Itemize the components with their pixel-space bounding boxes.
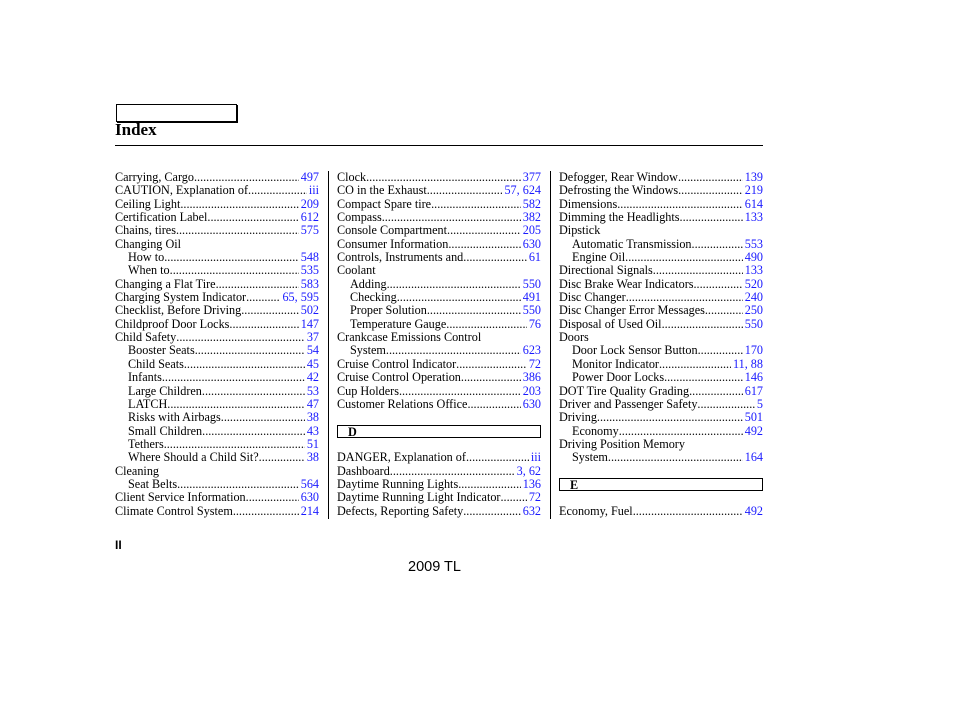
entry-label: System xyxy=(350,343,386,358)
index-entry xyxy=(337,238,541,251)
leader-dots xyxy=(463,505,520,518)
page-link[interactable]: 582 xyxy=(522,196,541,211)
leader-dots xyxy=(597,411,743,424)
index-entry xyxy=(115,411,319,424)
entry-label: Dimensions xyxy=(559,196,618,211)
entry-label: Console Compartment xyxy=(337,223,448,238)
heading-label: Driving Position Memory xyxy=(559,436,685,451)
entry-label: Clock xyxy=(337,170,367,184)
leader-dots xyxy=(463,251,527,264)
index-entry xyxy=(337,371,541,384)
leader-dots xyxy=(202,385,305,398)
leader-dots xyxy=(246,291,280,304)
entry-label: Daytime Running Light Indicator xyxy=(337,490,501,505)
leader-dots xyxy=(626,291,743,304)
column-divider-2 xyxy=(550,171,551,519)
leader-dots xyxy=(177,478,299,491)
leader-dots xyxy=(194,171,299,184)
page-link[interactable]: 553 xyxy=(744,236,763,251)
index-entry xyxy=(115,438,319,451)
index-entry xyxy=(337,171,541,184)
index-column-3 xyxy=(559,171,763,518)
entry-label: Chains, tires xyxy=(115,223,176,238)
leader-dots xyxy=(692,238,743,251)
entry-label: Where Should a Child Sit? xyxy=(128,450,259,465)
leader-dots xyxy=(366,171,521,184)
heading-label: Changing Oil xyxy=(115,236,182,251)
page-link[interactable]: 497 xyxy=(300,170,319,184)
leader-dots xyxy=(241,304,298,317)
page-link[interactable]: 386 xyxy=(522,370,541,385)
page-link[interactable]: 630 xyxy=(522,236,541,251)
index-entry xyxy=(115,344,319,357)
page-link[interactable]: 535 xyxy=(300,263,319,278)
page-link[interactable]: 490 xyxy=(744,250,763,265)
page-link[interactable]: 146 xyxy=(744,370,763,385)
entry-label: Large Children xyxy=(128,383,202,398)
leader-dots xyxy=(229,318,298,331)
page-link[interactable]: 214 xyxy=(300,503,319,518)
leader-dots xyxy=(446,318,527,331)
page-link[interactable]: 550 xyxy=(522,303,541,318)
leader-dots xyxy=(390,465,515,478)
page-link[interactable]: 250 xyxy=(744,303,763,318)
index-entry xyxy=(115,358,319,371)
index-entry xyxy=(115,264,319,277)
entry-label: Defects, Reporting Safety xyxy=(337,503,464,518)
leader-dots xyxy=(233,505,299,518)
index-entry xyxy=(115,291,319,304)
index-entry xyxy=(337,358,541,371)
entry-label: Carrying, Cargo xyxy=(115,170,194,184)
index-entry xyxy=(559,505,763,518)
page-title: Index xyxy=(115,120,157,139)
index-entry xyxy=(115,211,319,224)
leader-dots xyxy=(678,184,743,197)
entry-label: Tethers xyxy=(128,436,164,451)
entry-label: Infants xyxy=(128,370,162,385)
index-entry xyxy=(559,171,763,184)
leader-dots xyxy=(259,451,305,464)
page-link[interactable]: 38 xyxy=(306,450,319,465)
index-entry xyxy=(115,278,319,291)
entry-label: Controls, Instruments and xyxy=(337,250,464,265)
leader-dots xyxy=(427,184,503,197)
index-entry xyxy=(337,318,541,331)
index-entry xyxy=(559,304,763,317)
page-link[interactable]: 54 xyxy=(306,343,319,358)
page-link[interactable]: 219 xyxy=(744,183,763,198)
index-entry xyxy=(337,491,541,504)
leader-dots xyxy=(680,211,743,224)
entry-label: Seat Belts xyxy=(128,476,178,491)
index-entry xyxy=(115,491,319,504)
entry-label: Power Door Locks xyxy=(572,370,665,385)
leader-dots xyxy=(466,451,529,464)
page-link[interactable]: 492 xyxy=(744,503,763,518)
page-link[interactable]: 209 xyxy=(300,196,319,211)
page-link[interactable]: 492 xyxy=(744,423,763,438)
page-link[interactable]: 203 xyxy=(522,383,541,398)
index-heading xyxy=(115,238,319,251)
entry-label: When to xyxy=(128,263,170,278)
index-entry xyxy=(559,264,763,277)
index-entry xyxy=(559,211,763,224)
leader-dots xyxy=(705,304,743,317)
section-letter: E xyxy=(559,478,763,491)
entry-label: Climate Control System xyxy=(115,503,233,518)
entry-label: Dimming the Headlights xyxy=(559,210,680,225)
page-link[interactable]: 548 xyxy=(300,250,319,265)
entry-label: Child Seats xyxy=(128,356,184,371)
leader-dots xyxy=(399,385,521,398)
page-link[interactable]: 614 xyxy=(744,196,763,211)
leader-dots xyxy=(184,358,305,371)
heading-label: Cleaning xyxy=(115,463,160,478)
page-link[interactable]: 550 xyxy=(744,316,763,331)
page-link[interactable]: 575 xyxy=(300,223,319,238)
leader-dots xyxy=(678,171,743,184)
entry-label: Compass xyxy=(337,210,382,225)
page-link[interactable]: 630 xyxy=(522,396,541,411)
leader-dots xyxy=(202,425,305,438)
leader-dots xyxy=(427,304,521,317)
entry-label: Directional Signals xyxy=(559,263,653,278)
entry-label: Driving xyxy=(559,410,597,425)
index-column-1 xyxy=(115,171,319,518)
page-link[interactable]: 501 xyxy=(744,410,763,425)
leader-dots xyxy=(664,371,743,384)
index-entry xyxy=(337,451,541,464)
index-entry xyxy=(115,398,319,411)
index-entry xyxy=(337,505,541,518)
page-link[interactable]: 377 xyxy=(522,170,541,184)
index-entry xyxy=(115,505,319,518)
index-entry xyxy=(337,184,541,197)
heading-label: Doors xyxy=(559,330,589,345)
page-link[interactable]: 240 xyxy=(744,290,763,305)
leader-dots xyxy=(617,198,742,211)
leader-dots xyxy=(662,318,743,331)
spacer xyxy=(337,411,541,424)
entry-label: How to xyxy=(128,250,165,265)
spacer xyxy=(559,491,763,504)
entry-label: Checklist, Before Driving xyxy=(115,303,242,318)
entry-label: Childproof Door Locks xyxy=(115,316,230,331)
leader-dots xyxy=(456,358,527,371)
leader-dots xyxy=(608,451,743,464)
page-link[interactable]: 72 xyxy=(528,490,541,505)
leader-dots xyxy=(248,184,307,197)
leader-dots xyxy=(176,331,305,344)
page-link[interactable]: iii xyxy=(308,183,319,198)
index-entry xyxy=(559,291,763,304)
index-entry xyxy=(115,318,319,331)
page-link[interactable]: 133 xyxy=(744,210,763,225)
page-link[interactable]: 139 xyxy=(744,170,763,184)
leader-dots xyxy=(386,344,521,357)
index-entry xyxy=(337,251,541,264)
index-entry xyxy=(115,304,319,317)
leader-dots xyxy=(170,264,299,277)
index-entry xyxy=(115,425,319,438)
index-entry xyxy=(559,385,763,398)
page-link[interactable]: 520 xyxy=(744,276,763,291)
section-letter: D xyxy=(337,425,541,438)
index-entry xyxy=(115,224,319,237)
heading-label: Crankcase Emissions Control xyxy=(337,330,482,345)
entry-label: Monitor Indicator xyxy=(572,356,659,371)
entry-label: Child Safety xyxy=(115,330,177,345)
title-rule xyxy=(115,145,763,146)
entry-label: Ceiling Light xyxy=(115,196,181,211)
leader-dots xyxy=(467,398,520,411)
page-link[interactable]: 491 xyxy=(522,290,541,305)
leader-dots xyxy=(162,371,305,384)
index-entry xyxy=(337,224,541,237)
leader-dots xyxy=(659,358,731,371)
page-link[interactable]: 630 xyxy=(300,490,319,505)
index-entry xyxy=(337,278,541,291)
index-heading xyxy=(337,264,541,277)
index-entry xyxy=(337,344,541,357)
index-entry xyxy=(115,478,319,491)
page-link[interactable]: 37 xyxy=(306,330,319,345)
entry-label: Engine Oil xyxy=(572,250,626,265)
leader-dots xyxy=(207,211,298,224)
index-heading xyxy=(559,331,763,344)
page-link[interactable]: 42 xyxy=(306,370,319,385)
entry-label: Automatic Transmission xyxy=(572,236,692,251)
entry-label: Changing a Flat Tire xyxy=(115,276,216,291)
entry-label: CAUTION, Explanation of xyxy=(115,183,249,198)
entry-label: Economy, Fuel xyxy=(559,503,633,518)
spacer xyxy=(559,465,763,478)
entry-label: Small Children xyxy=(128,423,203,438)
entry-label: Consumer Information xyxy=(337,236,449,251)
entry-label: Proper Solution xyxy=(350,303,427,318)
leader-dots xyxy=(461,371,521,384)
entry-label: Cup Holders xyxy=(337,383,399,398)
index-entry xyxy=(559,344,763,357)
index-entry xyxy=(115,331,319,344)
page-link[interactable]: iii xyxy=(530,450,541,465)
leader-dots xyxy=(697,398,754,411)
page-link[interactable]: 164 xyxy=(744,450,763,465)
leader-dots xyxy=(653,264,743,277)
index-heading xyxy=(559,438,763,451)
entry-label: Checking xyxy=(350,290,397,305)
index-entry xyxy=(559,451,763,464)
leader-dots xyxy=(387,278,521,291)
index-entry xyxy=(337,291,541,304)
entry-label: Economy xyxy=(572,423,619,438)
entry-label: Dashboard xyxy=(337,463,390,478)
entry-label: Daytime Running Lights xyxy=(337,476,459,491)
page-link[interactable]: 65, 595 xyxy=(282,290,319,305)
page-link[interactable]: 617 xyxy=(744,383,763,398)
index-entry xyxy=(337,465,541,478)
index-entry xyxy=(559,278,763,291)
entry-label: Customer Relations Office xyxy=(337,396,468,411)
page-link[interactable]: 72 xyxy=(528,356,541,371)
index-entry xyxy=(115,385,319,398)
leader-dots xyxy=(382,211,521,224)
index-entry xyxy=(115,251,319,264)
entry-label: Defrosting the Windows xyxy=(559,183,679,198)
index-entry xyxy=(337,385,541,398)
leader-dots xyxy=(176,224,299,237)
page-link[interactable]: 564 xyxy=(300,476,319,491)
page-link[interactable]: 136 xyxy=(522,476,541,491)
entry-label: Disc Changer Error Messages xyxy=(559,303,705,318)
page-link[interactable]: 612 xyxy=(300,210,319,225)
heading-label: Dipstick xyxy=(559,223,601,238)
index-entry xyxy=(559,251,763,264)
entry-label: Certification Label xyxy=(115,210,208,225)
leader-dots xyxy=(689,385,743,398)
leader-dots xyxy=(633,505,743,518)
page-link[interactable]: 382 xyxy=(522,210,541,225)
index-entry xyxy=(559,411,763,424)
index-entry xyxy=(337,198,541,211)
heading-label: Coolant xyxy=(337,263,376,278)
page-number: II xyxy=(115,538,122,552)
index-column-2 xyxy=(337,171,541,518)
page-link[interactable]: 51 xyxy=(306,436,319,451)
leader-dots xyxy=(397,291,521,304)
entry-label: Temperature Gauge xyxy=(350,316,447,331)
index-entry xyxy=(559,425,763,438)
index-entry xyxy=(115,451,319,464)
entry-label: DOT Tire Quality Grading xyxy=(559,383,690,398)
page-link[interactable]: 61 xyxy=(528,250,541,265)
page-link[interactable]: 38 xyxy=(306,410,319,425)
index-entry xyxy=(559,398,763,411)
page-link[interactable]: 11, 88 xyxy=(732,356,763,371)
entry-label: LATCH xyxy=(128,396,168,411)
leader-dots xyxy=(694,278,743,291)
page-link[interactable]: 147 xyxy=(300,316,319,331)
leader-dots xyxy=(164,438,305,451)
entry-label: Door Lock Sensor Button xyxy=(572,343,698,358)
entry-label: Client Service Information xyxy=(115,490,246,505)
entry-label: Disc Brake Wear Indicators xyxy=(559,276,694,291)
page-link[interactable]: 45 xyxy=(306,356,319,371)
leader-dots xyxy=(221,411,305,424)
leader-dots xyxy=(625,251,743,264)
page-link[interactable]: 205 xyxy=(522,223,541,238)
index-entry xyxy=(559,198,763,211)
page-link[interactable]: 550 xyxy=(522,276,541,291)
index-entry xyxy=(559,318,763,331)
index-entry xyxy=(559,238,763,251)
entry-label: Cruise Control Indicator xyxy=(337,356,457,371)
entry-label: Disc Changer xyxy=(559,290,626,305)
index-entry xyxy=(337,398,541,411)
entry-label: Adding xyxy=(350,276,387,291)
leader-dots xyxy=(448,238,520,251)
index-entry xyxy=(559,358,763,371)
page-link[interactable]: 47 xyxy=(306,396,319,411)
index-heading xyxy=(559,224,763,237)
page-link[interactable]: 632 xyxy=(522,503,541,518)
index-entry xyxy=(337,211,541,224)
leader-dots xyxy=(216,278,299,291)
entry-label: CO in the Exhaust xyxy=(337,183,427,198)
leader-dots xyxy=(246,491,299,504)
spacer xyxy=(337,438,541,451)
index-entry xyxy=(559,371,763,384)
index-entry xyxy=(559,184,763,197)
index-entry xyxy=(337,304,541,317)
index-heading xyxy=(337,331,541,344)
leader-dots xyxy=(167,398,305,411)
page-link[interactable]: 5 xyxy=(756,396,763,411)
index-heading xyxy=(115,465,319,478)
entry-label: Booster Seats xyxy=(128,343,195,358)
entry-label: Defogger, Rear Window xyxy=(559,170,678,184)
entry-label: Driver and Passenger Safety xyxy=(559,396,698,411)
page-link[interactable]: 76 xyxy=(528,316,541,331)
page-link[interactable]: 57, 624 xyxy=(504,183,541,198)
page-link[interactable]: 170 xyxy=(744,343,763,358)
page-link[interactable]: 583 xyxy=(300,276,319,291)
page-link[interactable]: 53 xyxy=(306,383,319,398)
entry-label: Risks with Airbags xyxy=(128,410,221,425)
leader-dots xyxy=(180,198,298,211)
leader-dots xyxy=(458,478,521,491)
entry-label: System xyxy=(572,450,608,465)
leader-dots xyxy=(619,425,743,438)
entry-label: Disposal of Used Oil xyxy=(559,316,662,331)
column-divider-1 xyxy=(328,171,329,519)
entry-label: DANGER, Explanation of xyxy=(337,450,466,465)
leader-dots xyxy=(447,224,521,237)
leader-dots xyxy=(195,344,305,357)
index-entry xyxy=(115,184,319,197)
index-entry xyxy=(115,371,319,384)
leader-dots xyxy=(164,251,298,264)
leader-dots xyxy=(500,491,526,504)
footer-model: 2009 TL xyxy=(408,559,461,575)
page-link[interactable]: 502 xyxy=(300,303,319,318)
index-entry xyxy=(337,478,541,491)
page-link[interactable]: 3, 62 xyxy=(516,463,541,478)
page-link[interactable]: 43 xyxy=(306,423,319,438)
leader-dots xyxy=(431,198,521,211)
leader-dots xyxy=(698,344,743,357)
entry-label: Compact Spare tire xyxy=(337,196,432,211)
page-link[interactable]: 623 xyxy=(522,343,541,358)
entry-label: Cruise Control Operation xyxy=(337,370,461,385)
page-link[interactable]: 133 xyxy=(744,263,763,278)
index-entry xyxy=(115,171,319,184)
index-entry xyxy=(115,198,319,211)
entry-label: Charging System Indicator xyxy=(115,290,247,305)
